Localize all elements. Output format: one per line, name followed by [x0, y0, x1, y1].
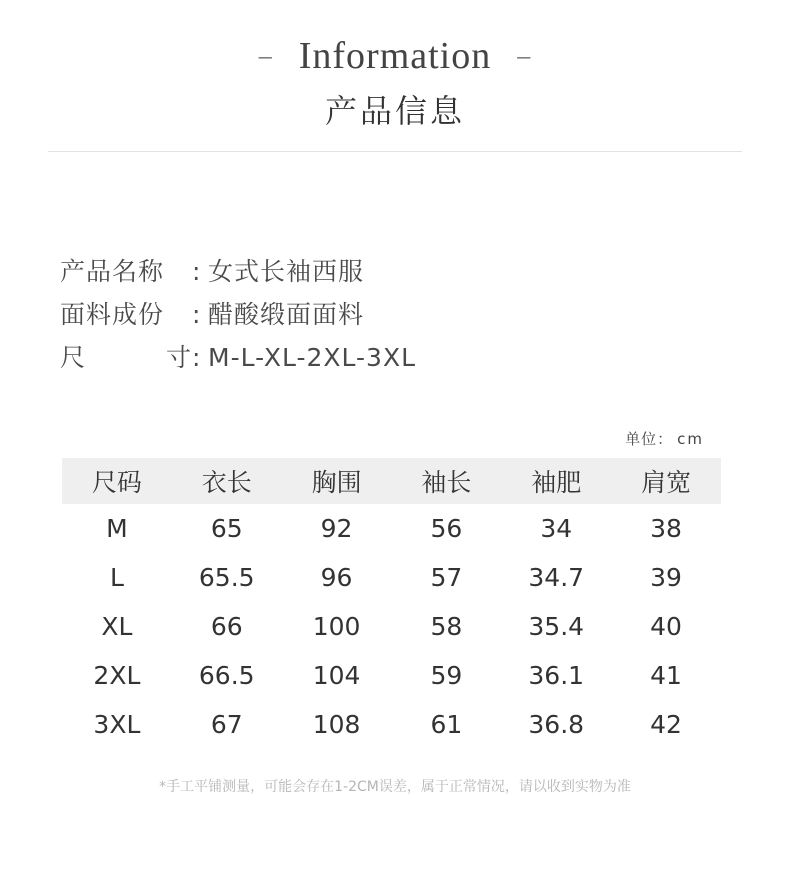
- header-title-en: Information: [298, 35, 492, 77]
- product-info: [60, 252, 416, 381]
- table-row: [62, 553, 721, 602]
- size-label: [60, 338, 192, 381]
- colon: :: [192, 257, 201, 286]
- header-bust: 胸围: [311, 468, 362, 497]
- table-cell: 38: [650, 514, 682, 543]
- unit-value: cm: [677, 430, 704, 448]
- table-cell: 66: [210, 612, 243, 641]
- unit-label: [625, 428, 704, 449]
- header-length: 衣长: [201, 468, 252, 497]
- table-cell: 67: [210, 710, 243, 739]
- header-title-cn: 产品信息: [324, 92, 465, 130]
- table-cell: 96: [320, 563, 353, 592]
- table-row: [62, 504, 721, 553]
- size-label-char-2: 寸: [165, 343, 192, 372]
- fabric-value: 醋酸缎面面料: [208, 300, 365, 329]
- table-cell: 104: [312, 661, 361, 690]
- table-cell: 65.5: [198, 563, 255, 592]
- table-cell: 65: [210, 514, 243, 543]
- info-row-fabric: [60, 295, 416, 338]
- section-header: [0, 30, 790, 132]
- table-cell: 66.5: [198, 661, 255, 690]
- table-cell: 42: [650, 710, 682, 739]
- dash-left: –: [258, 41, 273, 70]
- size-value: M-L-XL-2XL-3XL: [208, 343, 416, 372]
- colon: :: [192, 343, 201, 372]
- header-shoulder: 肩宽: [641, 468, 692, 497]
- table-cell: M: [106, 514, 128, 543]
- table-cell: 61: [430, 710, 463, 739]
- table-cell: 41: [650, 661, 682, 690]
- table-cell: 34.7: [528, 563, 585, 592]
- table-cell: 57: [430, 563, 463, 592]
- header-sleeve-length: 袖长: [421, 468, 472, 497]
- table-cell: 56: [430, 514, 463, 543]
- measurement-note: *手工平铺测量，可能会存在1-2CM误差，属于正常情况，请以收到实物为准: [159, 779, 631, 795]
- colon: :: [192, 300, 201, 329]
- table-cell: XL: [101, 612, 133, 641]
- table-row: [62, 602, 721, 651]
- table-row: [62, 651, 721, 700]
- table-cell: 100: [312, 612, 361, 641]
- table-cell: 59: [430, 661, 463, 690]
- info-row-size: [60, 338, 416, 381]
- header-sleeve-width: 袖肥: [531, 468, 582, 497]
- table-cell: 39: [650, 563, 682, 592]
- dash-right: –: [517, 41, 532, 70]
- product-name-label: 产品名称: [60, 257, 165, 286]
- table-cell: 35.4: [528, 612, 585, 641]
- table-cell: 108: [312, 710, 361, 739]
- header-size: 尺码: [91, 468, 142, 497]
- table-row: [62, 700, 721, 749]
- header-english: [0, 30, 790, 82]
- fabric-label: 面料成份: [60, 300, 165, 329]
- table-cell: 2XL: [93, 661, 141, 690]
- table-cell: L: [109, 563, 124, 592]
- header-divider: [48, 151, 742, 152]
- table-cell: 36.8: [528, 710, 585, 739]
- unit-label-text: 单位：: [625, 430, 674, 448]
- table-cell: 36.1: [528, 661, 585, 690]
- size-table: [62, 458, 721, 749]
- table-cell: 40: [650, 612, 682, 641]
- size-label-char-1: 尺: [60, 343, 87, 372]
- info-row-name: [60, 252, 416, 295]
- table-cell: 92: [320, 514, 353, 543]
- table-cell: 34: [540, 514, 573, 543]
- table-cell: 3XL: [93, 710, 141, 739]
- table-cell: 58: [430, 612, 463, 641]
- table-header-row: [62, 458, 721, 504]
- product-name-value: 女式长袖西服: [208, 257, 365, 286]
